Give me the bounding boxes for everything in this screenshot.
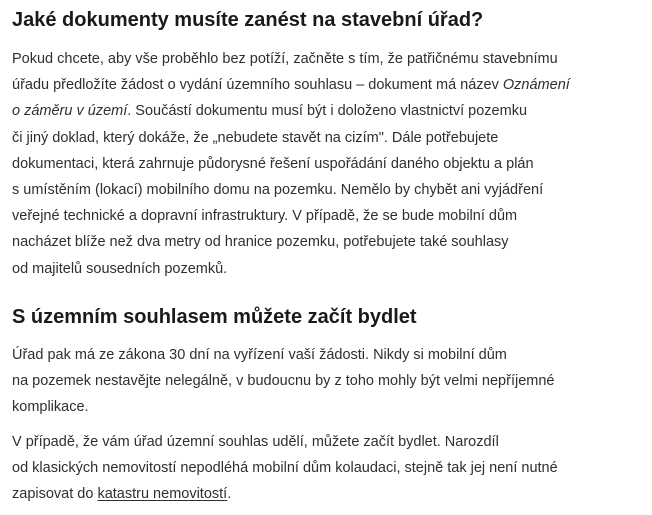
section-heading-documents: Jaké dokumenty musíte zanést na stavební úřad? — [12, 9, 484, 31]
text-line: od klasických nemovitostí nepodléhá mobilní dům kolaudaci, stejně tak jej není nutné — [12, 460, 558, 477]
text-span: zapisovat do — [12, 486, 98, 503]
text-line: nacházet blíže než dva metry od hranice pozemku, potřebujete také souhlasy — [12, 234, 509, 251]
text-span: . Součástí dokumentu musí být i doloženo vlastnictví pozemku — [127, 103, 528, 120]
text-line: od majitelů sousedních pozemků. — [12, 260, 228, 277]
cadastre-link[interactable]: katastru nemovitostí — [97, 486, 228, 503]
text-span: úřadu předložíte žádost o vydání územního souhlasu – dokument má název — [12, 77, 503, 94]
emphasized-text: Oznámení — [502, 77, 570, 94]
paragraph-documents — [12, 46, 570, 282]
text-line: veřejné technické a dopravní infrastruktury. V případě, že se bude mobilní dům — [12, 208, 518, 225]
text-line: s umístěním (lokací) mobilního domu na pozemku. Nemělo by chybět ani vyjádření — [12, 182, 544, 199]
text-line: Pokud chcete, aby vše proběhlo bez potíží, začněte s tím, že patřičnému stavebnímu — [12, 51, 558, 67]
text-line: V případě, že vám úřad územní souhlas udělí, můžete začít bydlet. Narozdíl — [12, 434, 499, 450]
text-line — [12, 72, 570, 98]
text-line: komplikace. — [12, 399, 89, 416]
text-line: na pozemek nestavějte nelegálně, v budoucnu by z toho mohly být velmi nepříjemné — [12, 373, 555, 390]
section-heading-permit: S územním souhlasem můžete začít bydlet — [12, 306, 417, 328]
text-line: dokumentaci, která zahrnuje půdorysné řešení uspořádání daného objektu a plán — [12, 155, 534, 172]
paragraph-start-living — [12, 429, 558, 508]
emphasized-text: o záměru v území — [12, 103, 128, 120]
text-line — [12, 98, 570, 124]
text-line: Úřad pak má ze zákona 30 dní na vyřízení vaší žádosti. Nikdy si mobilní dům — [12, 347, 507, 363]
text-line: či jiný doklad, který dokáže, že „nebudete stavět na cizím". Dále potřebujete — [12, 129, 499, 146]
text-span: . — [227, 486, 232, 503]
text-line — [12, 481, 558, 507]
paragraph-office-deadline — [12, 342, 554, 421]
